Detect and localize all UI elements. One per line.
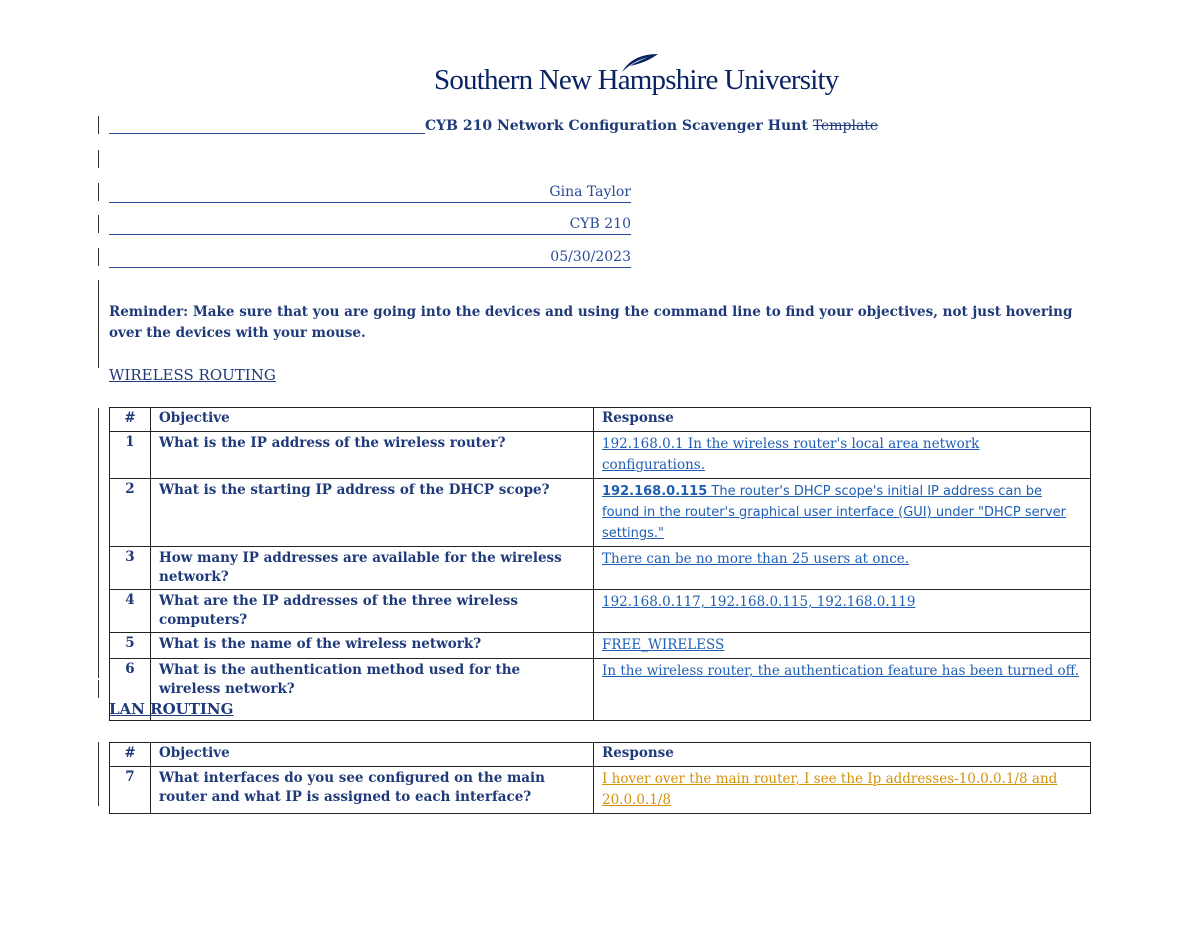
change-bar (98, 680, 99, 698)
objective-cell: What is the IP address of the wireless router? (151, 432, 594, 479)
lan-table (109, 742, 1091, 814)
date: 05/30/2023 (109, 249, 631, 268)
objective-cell: What are the IP addresses of the three wireless computers? (151, 590, 594, 633)
objective-cell: How many IP addresses are available for the wireless network? (151, 547, 594, 590)
course-code: CYB 210 (109, 216, 631, 235)
change-bar (98, 280, 99, 368)
struck-text: Template (812, 118, 879, 134)
table-row (110, 547, 1091, 590)
change-bar (98, 248, 99, 266)
col-objective: Objective (151, 408, 594, 432)
row-number: 4 (110, 590, 151, 633)
table-row (110, 432, 1091, 479)
logo-text: Southern New Hampshire University (434, 64, 839, 96)
response-cell: 192.168.0.115 The router's DHCP scope's initial IP address can be found in the router's graphical user interface (GUI) under "DHCP server settings." (594, 479, 1091, 547)
col-objective: Objective (151, 743, 594, 767)
reminder-text: Reminder: Make sure that you are going into the devices and using the command line to find your objectives, not just hovering over the devices with your mouse. (109, 304, 1073, 341)
change-bar (98, 742, 99, 806)
col-response: Response (594, 408, 1091, 432)
leaf-icon (620, 52, 660, 74)
row-number: 1 (110, 432, 151, 479)
row-number: 2 (110, 479, 151, 547)
change-bar (98, 150, 99, 168)
section-title-lan: LAN ROUTING (109, 700, 234, 718)
row-number: 6 (110, 659, 151, 721)
col-num: # (110, 743, 151, 767)
table-row (110, 590, 1091, 633)
university-logo (434, 64, 839, 108)
change-bar (98, 116, 99, 134)
document-title: CYB 210 Network Configuration Scavenger Hunt Template (109, 118, 878, 134)
response-cell: In the wireless router, the authentication feature has been turned off. (594, 659, 1091, 721)
response-cell: 192.168.0.117, 192.168.0.115, 192.168.0.119 (594, 590, 1091, 633)
response-cell: I hover over the main router, I see the Ip addresses-10.0.0.1/8 and 20.0.0.1/8 (594, 767, 1091, 814)
change-bar (98, 408, 99, 678)
table-header-row (110, 743, 1091, 767)
response-cell: 192.168.0.1 In the wireless router's local area network configurations. (594, 432, 1091, 479)
col-num: # (110, 408, 151, 432)
objective-cell: What interfaces do you see configured on the main router and what IP is assigned to each interface? (151, 767, 594, 814)
response-cell: FREE_WIRELESS (594, 633, 1091, 659)
col-response: Response (594, 743, 1091, 767)
student-name: Gina Taylor (109, 184, 631, 203)
table-row (110, 767, 1091, 814)
row-number: 5 (110, 633, 151, 659)
wireless-table (109, 407, 1091, 721)
table-row (110, 633, 1091, 659)
objective-cell: What is the authentication method used for the wireless network? (151, 659, 594, 721)
table-row (110, 479, 1091, 547)
table-row (110, 659, 1091, 721)
table-header-row (110, 408, 1091, 432)
change-bar (98, 215, 99, 233)
section-title-wireless: WIRELESS ROUTING (109, 366, 276, 384)
objective-cell: What is the starting IP address of the DHCP scope? (151, 479, 594, 547)
row-number: 3 (110, 547, 151, 590)
row-number: 7 (110, 767, 151, 814)
change-bar (98, 183, 99, 201)
response-cell: There can be no more than 25 users at once. (594, 547, 1091, 590)
objective-cell: What is the name of the wireless network? (151, 633, 594, 659)
